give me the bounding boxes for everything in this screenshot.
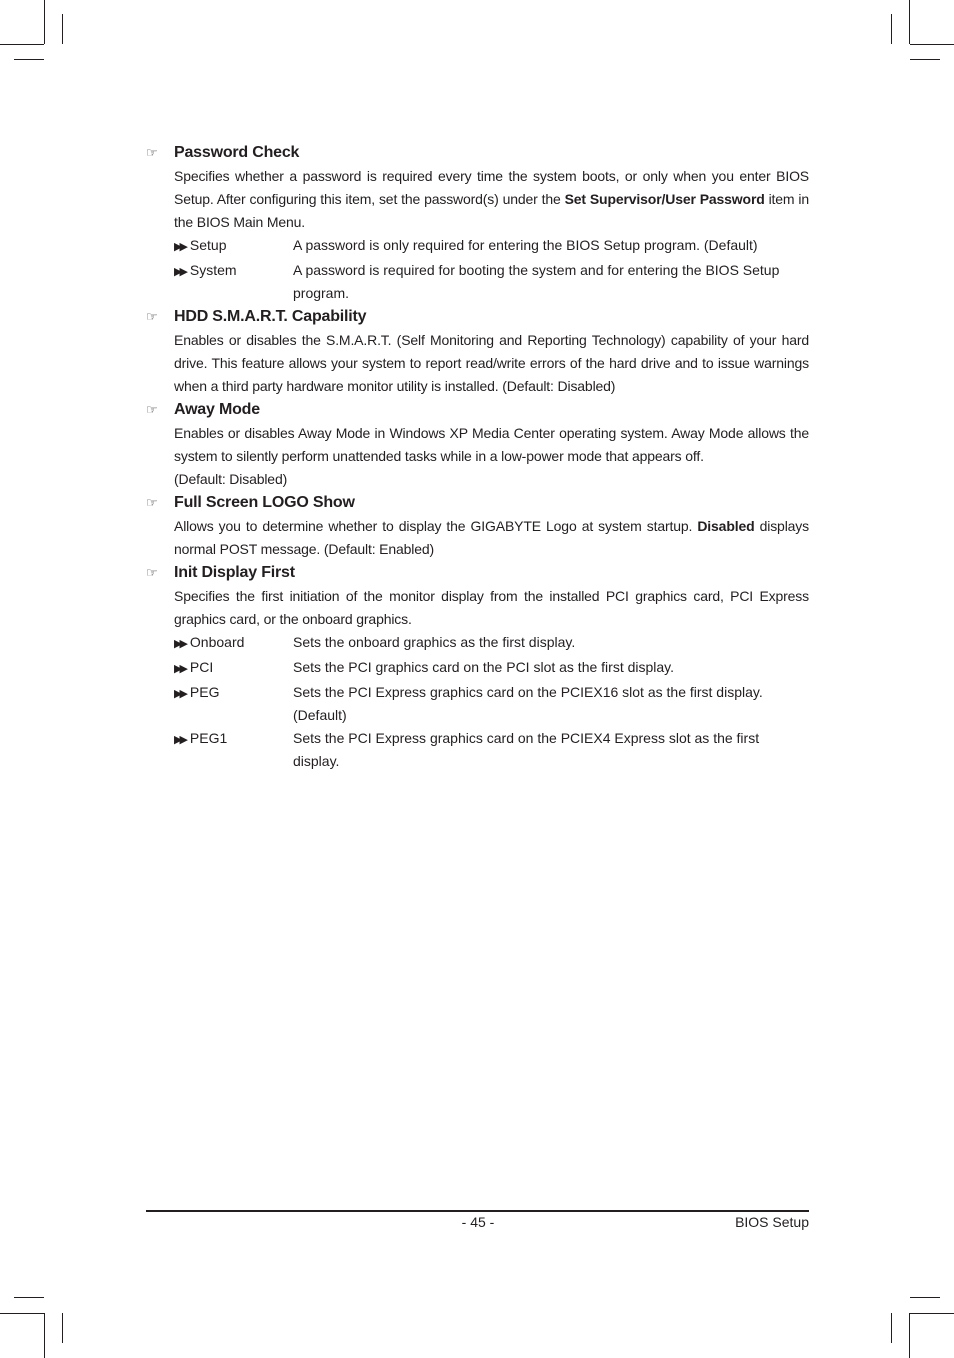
option-name: System — [189, 262, 237, 278]
pointing-hand-icon: ☞ — [146, 495, 158, 510]
option-name-cell — [174, 727, 293, 773]
section-heading — [146, 561, 809, 585]
option-item — [174, 727, 809, 773]
option-description: Sets the onboard graphics as the first display. — [293, 634, 576, 650]
bold-term: Disabled — [697, 518, 755, 534]
option-list — [174, 234, 809, 305]
crop-mark — [0, 1313, 44, 1314]
description-text: Enables or disables the S.M.A.R.T. (Self Monitoring and Reporting Technology) capability of your hard drive. This feature allows your system to report read/write errors of the hard drive and to issue warnings when a third party hardware monitor utility is installed. (Default: Disabled) — [174, 332, 809, 394]
option-list — [174, 631, 809, 773]
section-heading — [146, 491, 809, 515]
description-text: Specifies whether a password is required every time the system boots, or only when you enter BIOS Setup. After configuring this item, set the password(s) under the — [174, 168, 809, 207]
section — [146, 398, 809, 491]
crop-mark — [891, 1313, 892, 1343]
section — [146, 561, 809, 773]
option-name-cell — [174, 681, 293, 727]
option-name: PCI — [189, 659, 214, 675]
section — [146, 141, 809, 305]
double-arrow-icon: ▶▶ — [174, 638, 185, 650]
double-arrow-icon: ▶▶ — [174, 663, 185, 675]
section-description — [174, 422, 809, 468]
section-title: Init Display First — [174, 564, 295, 581]
option-name: Setup — [189, 237, 227, 253]
section-description — [174, 585, 809, 631]
section-description — [174, 329, 809, 398]
page-number: - 45 - — [461, 1214, 495, 1230]
description-text: item in the BIOS Main Menu. — [174, 191, 809, 230]
option-item — [174, 259, 809, 305]
option-name-cell — [174, 656, 293, 681]
option-name-cell — [174, 631, 293, 656]
page-content — [146, 141, 809, 773]
pointing-hand-icon: ☞ — [146, 309, 158, 324]
section-description — [174, 165, 809, 234]
description-text: Enables or disables Away Mode in Windows XP Media Center operating system. Away Mode allows the system to silently perform unattended tasks while in a low-power mode that appears off. — [174, 425, 809, 464]
bold-term: Set Supervisor/User Password — [564, 191, 765, 207]
section-heading — [146, 141, 809, 165]
double-arrow-icon: ▶▶ — [174, 688, 185, 700]
pointing-hand-icon: ☞ — [146, 402, 158, 417]
crop-mark — [44, 0, 45, 44]
crop-mark — [0, 44, 44, 45]
pointing-hand-icon: ☞ — [146, 565, 158, 580]
section — [146, 491, 809, 561]
section — [146, 305, 809, 398]
option-item — [174, 631, 809, 656]
section-title: Full Screen LOGO Show — [174, 494, 355, 511]
crop-mark — [910, 1313, 954, 1314]
section-title: Away Mode — [174, 401, 260, 418]
crop-mark — [62, 1313, 63, 1343]
option-description: A password is only required for entering the BIOS Setup program. (Default) — [293, 237, 758, 253]
section-title: Password Check — [174, 144, 300, 161]
double-arrow-icon: ▶▶ — [174, 241, 185, 253]
crop-mark — [62, 14, 63, 44]
pointing-hand-icon: ☞ — [146, 145, 158, 160]
option-name-cell — [174, 259, 293, 305]
crop-mark — [14, 59, 44, 60]
footer-rule — [146, 1210, 809, 1212]
crop-mark — [44, 1313, 45, 1358]
section-heading — [146, 305, 809, 329]
option-item — [174, 234, 809, 259]
option-name-cell — [174, 234, 293, 259]
option-description: Sets the PCI graphics card on the PCI slot as the first display. — [293, 659, 675, 675]
section-description — [174, 515, 809, 561]
option-description: Sets the PCI Express graphics card on the PCIEX16 slot as the first display. (Default) — [293, 684, 763, 723]
crop-mark — [909, 0, 910, 44]
option-item — [174, 681, 809, 727]
double-arrow-icon: ▶▶ — [174, 734, 185, 746]
crop-mark — [14, 1297, 44, 1298]
crop-mark — [910, 59, 940, 60]
crop-mark — [910, 1297, 940, 1298]
default-note: (Default: Disabled) — [174, 471, 288, 487]
section-heading — [146, 398, 809, 422]
crop-mark — [909, 1313, 910, 1358]
option-description: A password is required for booting the system and for entering the BIOS Setup program. — [293, 262, 780, 301]
option-description: Sets the PCI Express graphics card on the PCIEX4 Express slot as the first display. — [293, 730, 760, 769]
option-name: Onboard — [189, 634, 245, 650]
crop-mark — [910, 44, 954, 45]
footer-section-title: BIOS Setup — [735, 1214, 809, 1230]
option-name: PEG1 — [189, 730, 228, 746]
double-arrow-icon: ▶▶ — [174, 266, 185, 278]
description-text: Allows you to determine whether to display the GIGABYTE Logo at system startup. — [174, 518, 698, 534]
section-title: HDD S.M.A.R.T. Capability — [174, 308, 367, 325]
option-name: PEG — [189, 684, 220, 700]
description-text: displays normal POST message. (Default: Enabled) — [174, 518, 809, 557]
option-item — [174, 656, 809, 681]
description-text: Specifies the first initiation of the monitor display from the installed PCI graphics card, PCI Express graphics card, or the onboard graphics. — [174, 588, 809, 627]
crop-mark — [891, 14, 892, 44]
